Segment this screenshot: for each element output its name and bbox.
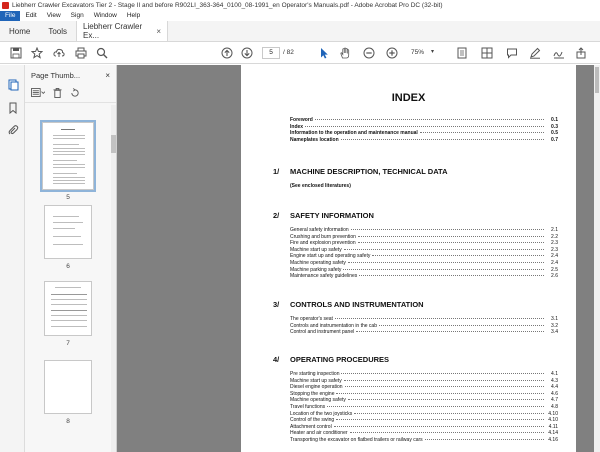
thumbnail-page-5[interactable] [42, 122, 94, 190]
title-bar [0, 0, 600, 11]
menu-view[interactable]: View [46, 12, 61, 19]
menu-edit[interactable]: Edit [25, 12, 37, 19]
dot-leader [345, 386, 544, 387]
attachment-icon[interactable] [6, 123, 19, 136]
fit-page-icon[interactable] [455, 46, 469, 60]
index-entry-label: Fire and explosion prevention [290, 240, 356, 247]
acrobat-app-icon [2, 2, 9, 9]
dot-leader [420, 132, 544, 133]
section-note: (See enclosed literatures) [290, 183, 351, 189]
index-entry-label: Diesel engine operation [290, 384, 343, 391]
index-entry [290, 371, 558, 377]
index-entry-page: 4.3 [551, 377, 558, 384]
document-scrollbar[interactable] [594, 65, 600, 452]
menu-sign[interactable]: Sign [70, 12, 84, 19]
tab-bar [0, 21, 600, 42]
index-entry [290, 260, 558, 266]
index-entry-label: Heater and air conditioner [290, 430, 348, 437]
index-entry-page: 4.10 [548, 410, 558, 417]
index-entry-page: 2.3 [551, 240, 558, 247]
document-viewport[interactable] [117, 65, 594, 452]
index-entry-page: 0.7 [551, 136, 558, 143]
index-entry [290, 411, 558, 417]
index-entry-page: 4.7 [551, 397, 558, 404]
index-entry-label: Stopping the engine [290, 390, 335, 397]
index-entry-page: 4.16 [548, 437, 558, 443]
section-title: SAFETY INFORMATION [290, 211, 374, 220]
index-entry [290, 404, 558, 410]
index-entry-label: Attachment control [290, 423, 332, 430]
page-down-icon[interactable] [240, 46, 254, 60]
section-title: CONTROLS AND INSTRUMENTATION [290, 300, 424, 309]
zoom-in-icon[interactable] [385, 46, 399, 60]
index-entry-page: 2.3 [551, 246, 558, 253]
dot-leader [350, 432, 544, 433]
dot-leader [351, 229, 544, 230]
thumbnail-page-7[interactable] [44, 281, 92, 336]
index-entry [290, 384, 558, 390]
window-title: Liebherr Crawler Excavators Tier 2 - Stage II and before R902LI_363-364_0100_08-1991_en Operator's Manuals.pdf - Adobe Acrobat Pro DC (32-bit) [12, 2, 443, 9]
index-entry-page: 2.4 [551, 260, 558, 266]
index-entry-page: 2.5 [551, 266, 558, 273]
dot-leader [354, 413, 544, 414]
panel-title: Page Thumb... [31, 70, 81, 80]
close-panel-icon[interactable]: × [105, 70, 110, 80]
dot-leader [335, 318, 544, 319]
index-entry-label: Control of the swing [290, 417, 335, 424]
index-entry [290, 253, 558, 259]
menu-help[interactable]: Help [126, 12, 141, 19]
index-entry [290, 329, 558, 335]
index-entry [290, 124, 558, 130]
index-entry [290, 424, 558, 430]
menu-window[interactable]: Window [93, 12, 117, 19]
dot-leader [348, 399, 544, 400]
thumbnail-page-6[interactable] [44, 205, 92, 259]
index-entry-label: Index [290, 123, 304, 130]
index-entry [290, 137, 558, 143]
dot-leader [344, 249, 544, 250]
zoom-search-icon[interactable] [95, 46, 109, 60]
scrollbar-thumb[interactable] [595, 67, 599, 93]
dot-leader [336, 419, 544, 420]
toolbar [0, 42, 600, 64]
cloud-upload-icon[interactable] [52, 46, 66, 60]
index-entry-page: 2.2 [551, 233, 558, 240]
index-entry-label: Foreword [290, 117, 313, 123]
page-title: INDEX [391, 92, 426, 104]
dot-leader [341, 373, 544, 374]
menu-bar [0, 11, 600, 21]
index-entry-label: Machine operating safety [290, 397, 346, 404]
dot-leader [356, 331, 544, 332]
tab-tools[interactable]: Tools [48, 26, 68, 36]
section-title: MACHINE DESCRIPTION, TECHNICAL DATA [290, 167, 448, 176]
index-entry-label: Information to the operation and maintenance manual [290, 130, 418, 136]
section-number: 3/ [273, 300, 280, 309]
index-entry [290, 247, 558, 253]
scrollbar-thumb[interactable] [111, 135, 116, 153]
tab-home[interactable]: Home [9, 26, 31, 36]
index-entry-page: 3.1 [551, 316, 558, 322]
navigation-rail [0, 65, 25, 452]
index-entry-label: Machine parking safety [290, 266, 342, 273]
dot-leader [334, 426, 544, 427]
index-entry [290, 430, 558, 436]
index-entry-label: Maintenance safety guidelines [290, 273, 358, 280]
index-entry-page: 3.2 [551, 322, 558, 329]
rotate-icon[interactable] [70, 88, 80, 100]
dot-leader [343, 269, 544, 270]
bookmark-star-icon[interactable] [30, 46, 44, 60]
dot-leader [372, 255, 544, 256]
index-entry [290, 240, 558, 246]
index-entry [290, 117, 558, 123]
index-entry-label: Machine start up safety [290, 377, 342, 384]
share-icon[interactable] [574, 46, 588, 60]
index-entry [290, 417, 558, 423]
dot-leader [358, 236, 544, 237]
index-entry-page: 4.6 [551, 390, 558, 397]
dot-leader [358, 242, 544, 243]
thumbnail-label: 5 [66, 194, 70, 201]
zoom-out-icon[interactable] [362, 46, 376, 60]
thumbnail-options-icon[interactable] [31, 88, 45, 99]
index-entry [290, 273, 558, 279]
index-entry [290, 378, 558, 384]
index-entry [290, 437, 558, 443]
index-entry-page: 3.4 [551, 329, 558, 336]
page-up-icon[interactable] [220, 46, 234, 60]
thumbnail-label: 7 [66, 340, 70, 347]
print-icon[interactable] [74, 46, 88, 60]
section-number: 4/ [273, 355, 280, 364]
dot-leader [348, 262, 544, 263]
dot-leader [341, 139, 544, 140]
index-entry-page: 0.3 [551, 123, 558, 130]
thumbnail-label: 8 [66, 418, 70, 425]
index-entry-label: Location of the two joysticks [290, 410, 353, 417]
index-entry-page: 4.10 [548, 417, 558, 424]
hand-tool-icon[interactable] [338, 46, 352, 60]
index-entry-label: Crushing and burn prevention [290, 233, 356, 240]
index-entry-page: 4.8 [551, 404, 558, 410]
bookmark-icon[interactable] [6, 101, 19, 114]
index-entry-page: 0.5 [551, 130, 558, 136]
sign-icon[interactable] [552, 46, 566, 60]
thumbnail-scrollbar[interactable] [111, 105, 116, 452]
index-entry-page: 4.11 [548, 423, 558, 430]
index-entry-label: General safety information [290, 227, 349, 233]
select-cursor-icon[interactable] [317, 46, 331, 60]
thumbnail-page-8[interactable] [44, 360, 92, 414]
index-entry [290, 130, 558, 136]
index-entry-page: 4.1 [551, 371, 558, 377]
index-entry [290, 234, 558, 240]
section-number: 2/ [273, 211, 280, 220]
page-number-input[interactable]: 5 [262, 47, 280, 59]
index-entry [290, 227, 558, 233]
thumbnail-label: 6 [66, 263, 70, 270]
index-entry-page: 4.4 [551, 384, 558, 391]
pdf-page [241, 65, 576, 452]
index-entry [290, 316, 558, 322]
index-entry-page: 2.4 [551, 253, 558, 260]
menu-file[interactable]: File [0, 11, 20, 21]
section-number: 1/ [273, 167, 280, 176]
index-entry-label: Machine start up safety [290, 246, 342, 253]
chevron-down-icon[interactable]: ▾ [431, 49, 435, 55]
dot-leader [379, 325, 544, 326]
highlight-pen-icon[interactable] [528, 46, 542, 60]
page-thumbnails-icon[interactable] [6, 78, 19, 91]
index-entry-page: 4.14 [548, 430, 558, 437]
index-entry-label: Controls and instrumentation in the cab [290, 322, 377, 329]
dot-leader [315, 119, 544, 120]
index-entry-label: Engine start up and operating safety [290, 253, 371, 260]
page-total: / 82 [283, 49, 294, 56]
comment-icon[interactable] [505, 46, 519, 60]
index-entry-label: Nameplates location [290, 136, 339, 143]
index-entry-label: Travel functions [290, 404, 326, 410]
scroll-mode-icon[interactable] [480, 46, 494, 60]
dot-leader [425, 439, 544, 440]
index-entry [290, 397, 558, 403]
tab-document-label: Liebherr Crawler Ex... [83, 22, 143, 40]
save-icon[interactable] [9, 46, 23, 60]
dot-leader [359, 275, 544, 276]
index-entry-label: Machine operating safety [290, 260, 346, 266]
dot-leader [344, 380, 544, 381]
index-entry-page: 2.6 [551, 273, 558, 280]
close-icon[interactable]: × [156, 26, 162, 36]
page-thumbnails-panel [25, 65, 117, 452]
index-entry [290, 323, 558, 329]
index-entry-label: Pre starting inspection [290, 371, 340, 377]
dot-leader [327, 406, 544, 407]
index-entry [290, 391, 558, 397]
delete-icon[interactable] [53, 88, 62, 100]
tab-document[interactable] [76, 21, 168, 41]
index-entry-label: The operator's seat [290, 316, 333, 322]
index-entry-label: Transporting the excavator on flatbed trailers or railway cars [290, 437, 423, 443]
index-entry-page: 2.1 [551, 227, 558, 233]
zoom-level[interactable]: 75% [411, 49, 425, 56]
dot-leader [336, 393, 544, 394]
index-entry [290, 267, 558, 273]
dot-leader [305, 126, 544, 127]
index-entry-page: 0.1 [551, 117, 558, 123]
index-entry-label: Control and instrument panel [290, 329, 355, 336]
section-title: OPERATING PROCEDURES [290, 355, 390, 364]
